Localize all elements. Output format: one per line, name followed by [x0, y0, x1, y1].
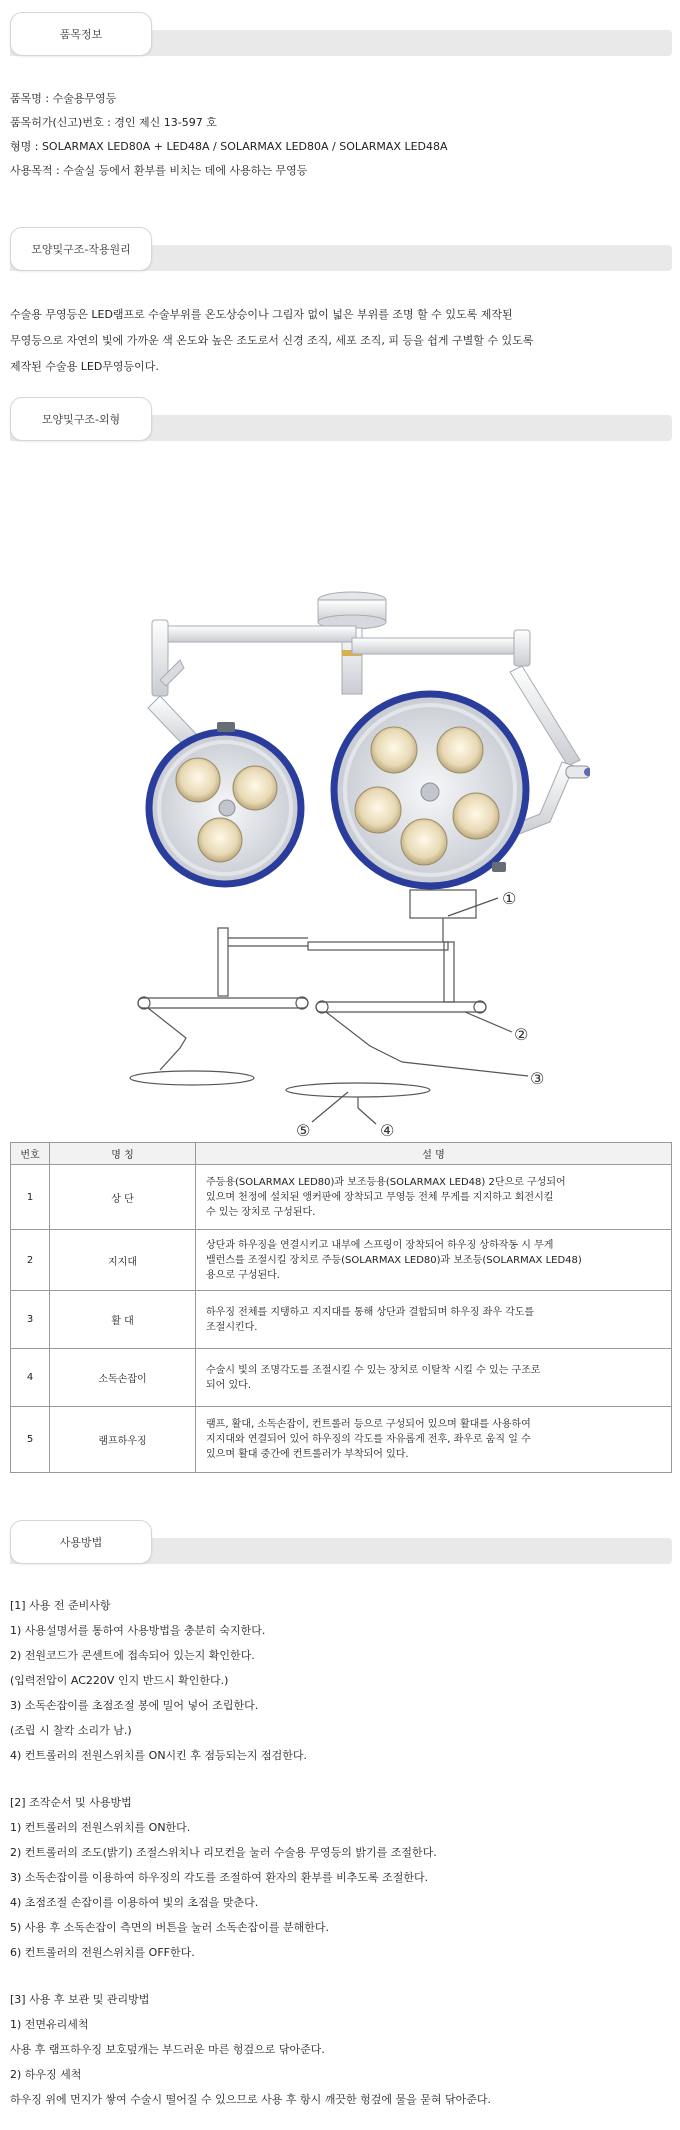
diagram-left-support — [138, 998, 308, 1008]
cell-name: 활 대 — [50, 1291, 196, 1349]
diagram-label-5: ⑤ — [296, 1121, 311, 1140]
usage-step: 4) 초점조절 손잡이를 이용하여 빛의 초점을 맞춘다. — [10, 1896, 259, 1909]
cell-no: 4 — [11, 1349, 50, 1407]
usage-step: 4) 컨트롤러의 전원스위치를 ON시킨 후 점등되는지 점검한다. — [10, 1749, 308, 1762]
diagram-left-lamp — [130, 1071, 254, 1085]
cell-name: 소독손잡이 — [50, 1349, 196, 1407]
usage-step: 1) 컨트롤러의 전원스위치를 ON한다. — [10, 1821, 191, 1834]
product-purpose: 사용목적 : 수술실 등에서 환부를 비치는 데에 사용하는 무영등 — [10, 164, 308, 177]
section-header-shape-principle — [10, 227, 672, 271]
usage-step-note: (입력전압이 AC220V 인지 반드시 확인한다.) — [10, 1674, 229, 1687]
usage-step: 1) 전면유리세척 — [10, 2018, 89, 2031]
usage-step: 3) 소독손잡이를 이용하여 하우징의 각도를 조절하여 환자의 환부를 비추도록 조절한다. — [10, 1871, 429, 1884]
cell-no: 2 — [11, 1230, 50, 1291]
diagram-right-support — [316, 1002, 486, 1012]
diagram-right-post — [444, 942, 454, 1002]
table-header-row — [11, 1143, 672, 1165]
usage-step: 5) 사용 후 소독손잡이 측면의 버튼을 눌러 소독손잡이를 분해한다. — [10, 1921, 330, 1934]
diagram-canopy — [410, 890, 476, 918]
usage-step: 사용 후 램프하우징 보호덮개는 부드러운 마른 헝겊으로 닦아준다. — [10, 2043, 325, 2056]
principle-line: 수술용 무영등은 LED램프로 수술부위를 온도상승이나 그림자 없이 넓은 부위를 조명 할 수 있도록 제작된 — [10, 308, 513, 321]
desc-line: 밸런스를 조절시킬 장치로 주등(SOLARMAX LED80)과 보조등(SOLARMAX LED48) — [206, 1254, 582, 1266]
cell-name: 램프하우징 — [50, 1407, 196, 1473]
col-header-no: 번호 — [11, 1143, 50, 1165]
desc-line: 되어 있다. — [206, 1379, 251, 1391]
usage-step: 3) 소독손잡이를 초점조절 봉에 밀어 넣어 조립한다. — [10, 1699, 259, 1712]
desc-line: 용으로 구성된다. — [206, 1269, 280, 1281]
desc-line: 있으며 천정에 설치된 앵커판에 장착되고 무영등 전체 무게를 지지하고 회전시킬 — [206, 1191, 554, 1203]
product-model: 형명 : SOLARMAX LED80A + LED48A / SOLARMAX LED80A / SOLARMAX LED48A — [10, 140, 448, 153]
usage-step-title: [2] 조작순서 및 사용방법 — [10, 1796, 132, 1809]
col-header-desc: 설 명 — [196, 1143, 672, 1165]
usage-step: 1) 사용설명서를 통하여 사용방법을 충분히 숙지한다. — [10, 1624, 266, 1637]
usage-step: 2) 하우징 세척 — [10, 2068, 82, 2081]
cell-no: 5 — [11, 1407, 50, 1473]
product-name: 품목명 : 수술용무영등 — [10, 92, 117, 105]
cell-desc — [196, 1349, 672, 1407]
diagram-left-post — [218, 928, 228, 996]
col-header-name: 명 칭 — [50, 1143, 196, 1165]
section-header-usage — [10, 1520, 672, 1564]
table-row — [11, 1291, 672, 1349]
left-arm — [148, 620, 356, 750]
diagram-right-lamp — [286, 1083, 430, 1097]
cell-desc — [196, 1407, 672, 1473]
left-lamp-head — [149, 722, 301, 884]
cell-name: 지지대 — [50, 1230, 196, 1291]
product-permit: 품목허가(신고)번호 : 경인 제신 13-597 호 — [10, 116, 217, 129]
desc-line: 하우징 전체를 지탱하고 지지대를 통해 상단과 결합되며 하우징 좌우 각도를 — [206, 1306, 535, 1318]
principle-paragraph — [10, 302, 670, 380]
section-tab: 모양및구조-외형 — [10, 397, 152, 441]
desc-line: 상단과 하우징을 연결시키고 내부에 스프링이 장착되어 하우징 상하작동 시 무게 — [206, 1239, 554, 1251]
usage-step: 2) 전원코드가 콘센트에 접속되어 있는지 확인한다. — [10, 1649, 255, 1662]
cell-desc — [196, 1230, 672, 1291]
desc-line: 지지대와 연결되어 있어 하우징의 각도를 자유롭게 전후, 좌우로 움직 일 수 — [206, 1434, 531, 1445]
diagram-right-yoke — [326, 1012, 402, 1062]
component-diagram — [120, 880, 570, 1140]
section-tab: 품목정보 — [10, 12, 152, 56]
table-row — [11, 1165, 672, 1230]
diagram-label-3: ③ — [530, 1069, 545, 1088]
principle-line: 무영등으로 자연의 빛에 가까운 색 온도와 높은 조도로서 신경 조직, 세포 조직, 피 등을 쉽게 구별할 수 있도록 — [10, 334, 534, 347]
table-row — [11, 1407, 672, 1473]
diagram-upper-arm — [308, 942, 448, 950]
desc-line: 수 있는 장치로 구성된다. — [206, 1206, 316, 1218]
cell-no: 3 — [11, 1291, 50, 1349]
section-header-shape-appearance — [10, 397, 672, 441]
usage-step: 6) 컨트롤러의 전원스위치를 OFF한다. — [10, 1946, 195, 1959]
section-tab: 사용방법 — [10, 1520, 152, 1564]
components-table — [10, 1142, 672, 1473]
diagram-left-yoke — [148, 1008, 186, 1070]
usage-step-note: (조립 시 찰칵 소리가 남.) — [10, 1724, 132, 1737]
cell-desc — [196, 1165, 672, 1230]
desc-line: 수술시 빛의 조명각도를 조절시킬 수 있는 장치로 이탈착 시킬 수 있는 구조로 — [206, 1364, 541, 1376]
principle-line: 제작된 수술용 LED무영등이다. — [10, 360, 159, 373]
surgical-light-illustration — [130, 590, 590, 910]
usage-step-title: [3] 사용 후 보관 및 관리방법 — [10, 1993, 150, 2006]
table-row — [11, 1230, 672, 1291]
desc-line: 있으며 활대 중간에 컨트롤러가 부착되어 있다. — [206, 1449, 409, 1460]
diagram-label-4: ④ — [380, 1121, 395, 1140]
desc-line: 램프, 활대, 소독손잡이, 컨트롤러 등으로 구성되어 있으며 활대를 사용하여 — [206, 1419, 531, 1430]
section-header-product-info — [10, 12, 672, 56]
usage-step-title: [1] 사용 전 준비사항 — [10, 1599, 111, 1612]
diagram-label-2: ② — [514, 1025, 529, 1044]
section-tab: 모양및구조-작용원리 — [10, 227, 152, 271]
usage-step: 하우징 위에 먼지가 쌓여 수술시 떨어질 수 있으므로 사용 후 항시 깨끗한 헝겊에 물을 묻혀 닦아준다. — [10, 2093, 491, 2106]
usage-step: 2) 컨트롤러의 조도(밝기) 조절스위치나 리모컨을 눌러 수술용 무영등의 밝기를 조절한다. — [10, 1846, 437, 1859]
cell-desc — [196, 1291, 672, 1349]
cell-name: 상 단 — [50, 1165, 196, 1230]
table-row — [11, 1349, 672, 1407]
diagram-label-1: ① — [502, 889, 517, 908]
cell-no: 1 — [11, 1165, 50, 1230]
right-lamp-head — [334, 694, 526, 886]
desc-line: 조절시킨다. — [206, 1321, 258, 1333]
desc-line: 주등용(SOLARMAX LED80)과 보조등용(SOLARMAX LED48) 2단으로 구성되어 — [206, 1176, 566, 1188]
